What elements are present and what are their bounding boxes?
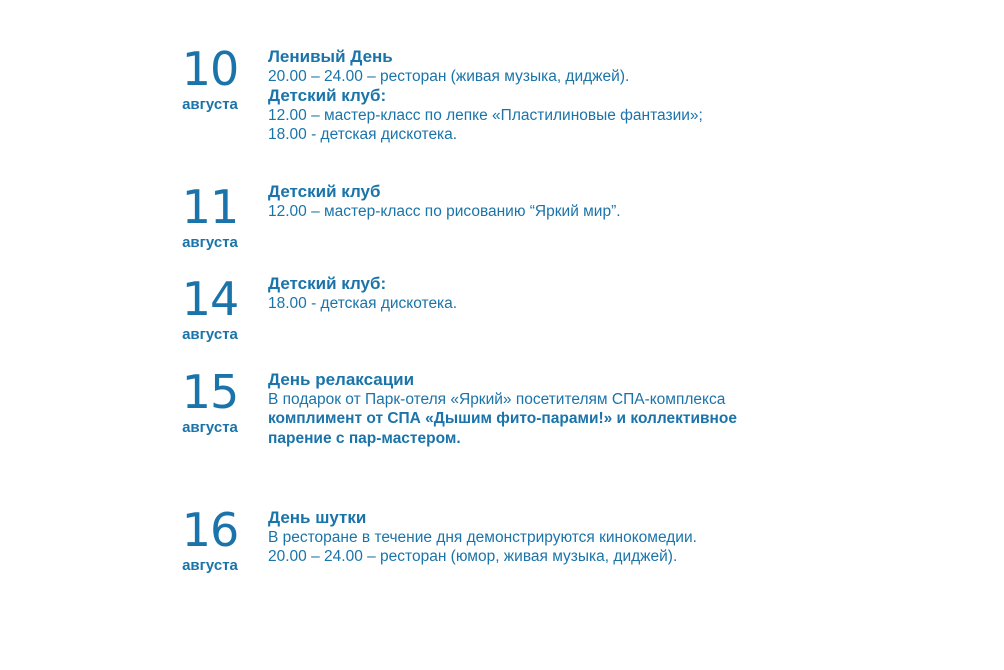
event-title: Детский клуб: [268, 182, 381, 201]
event-day: 11: [181, 180, 239, 234]
event-line-highlight: комплимент от СПА «Дышим фито-парами!» и коллективное: [268, 410, 737, 427]
event-line: 20.00 – 24.00 – ресторан (юмор, живая музыка, диджей).: [268, 548, 678, 565]
event-line: 12.00 – мастер-класс по рисованию “Яркий мир”.: [268, 202, 621, 220]
event-line: 18.00 - детская дискотека.: [268, 294, 458, 312]
event-line: 18.00 - детская дискотека.: [268, 126, 458, 143]
event-day: 16: [181, 503, 239, 557]
event-details: [268, 182, 988, 221]
event-details: [268, 47, 988, 145]
event-title: Детский клуб:: [268, 274, 387, 293]
event-date: [170, 180, 250, 252]
event-line: В подарок от Парк-отеля «Яркий» посетителям СПА-комплекса: [268, 390, 726, 408]
event-details: [268, 370, 988, 448]
event-day: 15: [181, 365, 239, 419]
event-month: августа: [182, 557, 238, 574]
event-details: [268, 508, 988, 567]
event-month: августа: [182, 96, 238, 113]
event-line: 20.00 – 24.00 – ресторан (живая музыка, диджей).: [268, 67, 630, 85]
event-title: День шутки: [268, 508, 367, 527]
event-title: День релаксации: [268, 370, 415, 389]
event-title: Ленивый День: [268, 47, 393, 66]
event-line: 12.00 – мастер-класс по лепке «Пластилиновые фантазии»;: [268, 106, 703, 124]
event-details: [268, 274, 988, 313]
event-date: [170, 42, 250, 114]
event-date: [170, 272, 250, 344]
event-month: августа: [182, 419, 238, 436]
event-day: 10: [181, 42, 239, 96]
event-line-highlight: парение с пар-мастером.: [268, 429, 461, 447]
event-day: 14: [181, 272, 239, 326]
event-date: [170, 365, 250, 437]
event-subtitle: Детский клуб:: [268, 86, 387, 105]
event-line: В ресторане в течение дня демонстрируются кинокомедии.: [268, 528, 697, 546]
event-month: августа: [182, 234, 238, 251]
event-date: [170, 503, 250, 575]
event-month: августа: [182, 326, 238, 343]
